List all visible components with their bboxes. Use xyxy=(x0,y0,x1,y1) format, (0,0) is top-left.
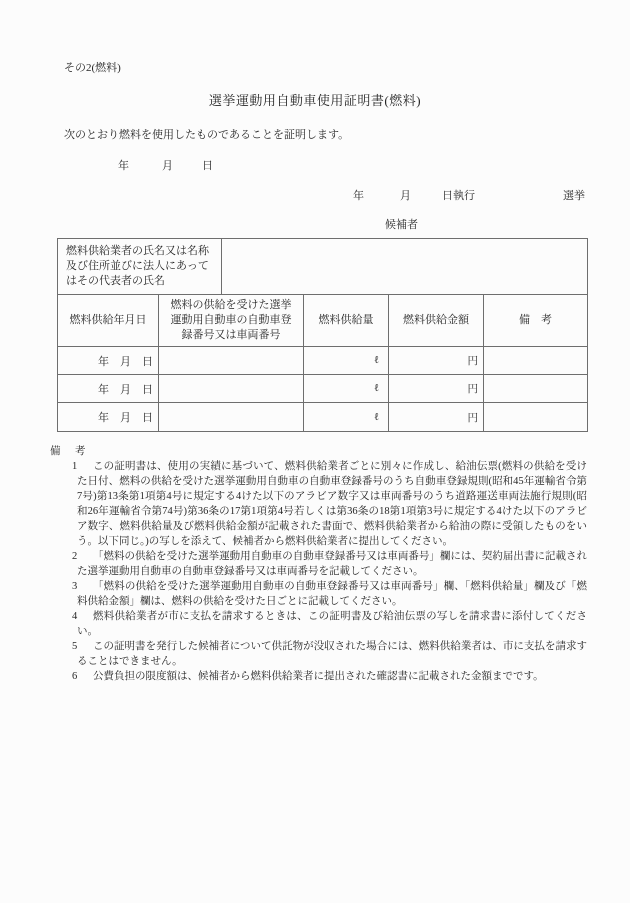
note-number: 6 xyxy=(72,671,78,682)
note-item-6 xyxy=(50,669,587,684)
note-text: 公費負担の限度額は、候補者から燃料供給業者に提出された確認書に記載された金額までです。 xyxy=(93,671,544,682)
note-number: 3 xyxy=(72,581,78,592)
row-volume-unit-liter: ℓ xyxy=(304,375,389,402)
election-label: 選挙 xyxy=(563,190,585,202)
row-date-cell: 年 月 日 xyxy=(58,375,159,402)
supplier-name-header-cell: 燃料供給業者の氏名又は名称及び住所並びに法人にあってはその代表者の氏名 xyxy=(58,239,222,294)
row-amount-unit-yen: 円 xyxy=(389,403,484,431)
election-date-line xyxy=(353,187,475,203)
header-vehicle-registration-number: 燃料の供給を受けた選挙運動用自動車の自動車登録番号又は車両番号 xyxy=(159,295,304,346)
note-number: 5 xyxy=(72,641,78,652)
row-vehicle-number-cell xyxy=(159,375,304,402)
issue-date-month-label: 月 xyxy=(162,160,173,172)
table-header-row xyxy=(58,295,587,347)
supplier-name-value-cell xyxy=(222,239,587,294)
table-row xyxy=(58,403,587,431)
note-text: この証明書を発行した候補者について供託物が没収された場合には、燃料供給業者は、市に支払を請求することはできません。 xyxy=(77,641,587,667)
row-date-cell: 年 月 日 xyxy=(58,347,159,374)
notes-heading: 備 考 xyxy=(50,446,88,457)
row-date-cell: 年 月 日 xyxy=(58,403,159,431)
header-fuel-supply-volume: 燃料供給量 xyxy=(304,295,389,346)
row-volume-unit-liter: ℓ xyxy=(304,403,389,431)
election-day-exec-label: 日執行 xyxy=(442,190,475,202)
row-vehicle-number-cell xyxy=(159,403,304,431)
header-fuel-supply-amount: 燃料供給金額 xyxy=(389,295,484,346)
note-number: 1 xyxy=(72,461,78,472)
note-text: この証明書は、使用の実績に基づいて、燃料供給業者ごとに別々に作成し、給油伝票(燃料の供給を受けた日付、燃料の供給を受けた選挙運動用自動車の自動車登録番号のうち自動車登録規則(昭和45年運輸省令第7号)第13条第1項第4号に規定する4けた以下のアラビア数字又は車両番号のうち道路運送車両法施行規則(昭和26年運輸省令第74号)第36条の17第1項第4号若しくは第36条の18第1項第3号に規定する4けた以下のアラビア数字、燃料供給量及び燃料供給金額が記載された書面で、燃料供給業者から給油の際に受領したものをいう。以下同じ。)の写しを添えて、候補者から燃料供給業者に提出してください。 xyxy=(77,461,587,547)
candidate-label: 候補者 xyxy=(385,219,418,231)
row-remarks-cell xyxy=(484,375,587,402)
row-volume-unit-liter: ℓ xyxy=(304,347,389,374)
row-amount-unit-yen: 円 xyxy=(389,375,484,402)
issue-date-day-label: 日 xyxy=(202,160,213,172)
row-remarks-cell xyxy=(484,403,587,431)
row-remarks-cell xyxy=(484,347,587,374)
header-fuel-supply-date: 燃料供給年月日 xyxy=(58,295,159,346)
supplier-row xyxy=(58,239,587,295)
row-amount-unit-yen: 円 xyxy=(389,347,484,374)
table-row xyxy=(58,347,587,375)
page-title: 選挙運動用自動車使用証明書(燃料) xyxy=(208,93,422,108)
note-number: 4 xyxy=(72,611,78,622)
issue-date-year-label: 年 xyxy=(118,160,129,172)
note-text: 燃料供給業者が市に支払を請求するときは、この証明書及び給油伝票の写しを請求書に添付してください。 xyxy=(77,611,587,637)
issue-date-line xyxy=(118,157,213,173)
election-month-label: 月 xyxy=(400,190,411,202)
election-year-label: 年 xyxy=(353,190,364,202)
note-text: 「燃料の供給を受けた選挙運動用自動車の自動車登録番号又は車両番号」欄には、契約届出書に記載された選挙運動用自動車の自動車登録番号又は車両番号を記載してください。 xyxy=(77,551,587,577)
note-text: 「燃料の供給を受けた選挙運動用自動車の自動車登録番号又は車両番号」欄、「燃料供給量」欄及び「燃料供給金額」欄は、燃料の供給を受けた日ごとに記載してください。 xyxy=(77,581,587,607)
table-row xyxy=(58,375,587,403)
notes-section xyxy=(50,444,587,684)
note-item-5 xyxy=(50,639,587,669)
note-number: 2 xyxy=(72,551,78,562)
note-item-2 xyxy=(50,549,587,579)
header-remarks: 備 考 xyxy=(519,314,552,326)
form-number-label: その2(燃料) xyxy=(64,62,121,74)
row-vehicle-number-cell xyxy=(159,347,304,374)
note-item-4 xyxy=(50,609,587,639)
certify-statement: 次のとおり燃料を使用したものであることを証明します。 xyxy=(64,129,350,141)
note-item-1 xyxy=(50,459,587,549)
note-item-3 xyxy=(50,579,587,609)
fuel-supply-table xyxy=(57,238,588,432)
